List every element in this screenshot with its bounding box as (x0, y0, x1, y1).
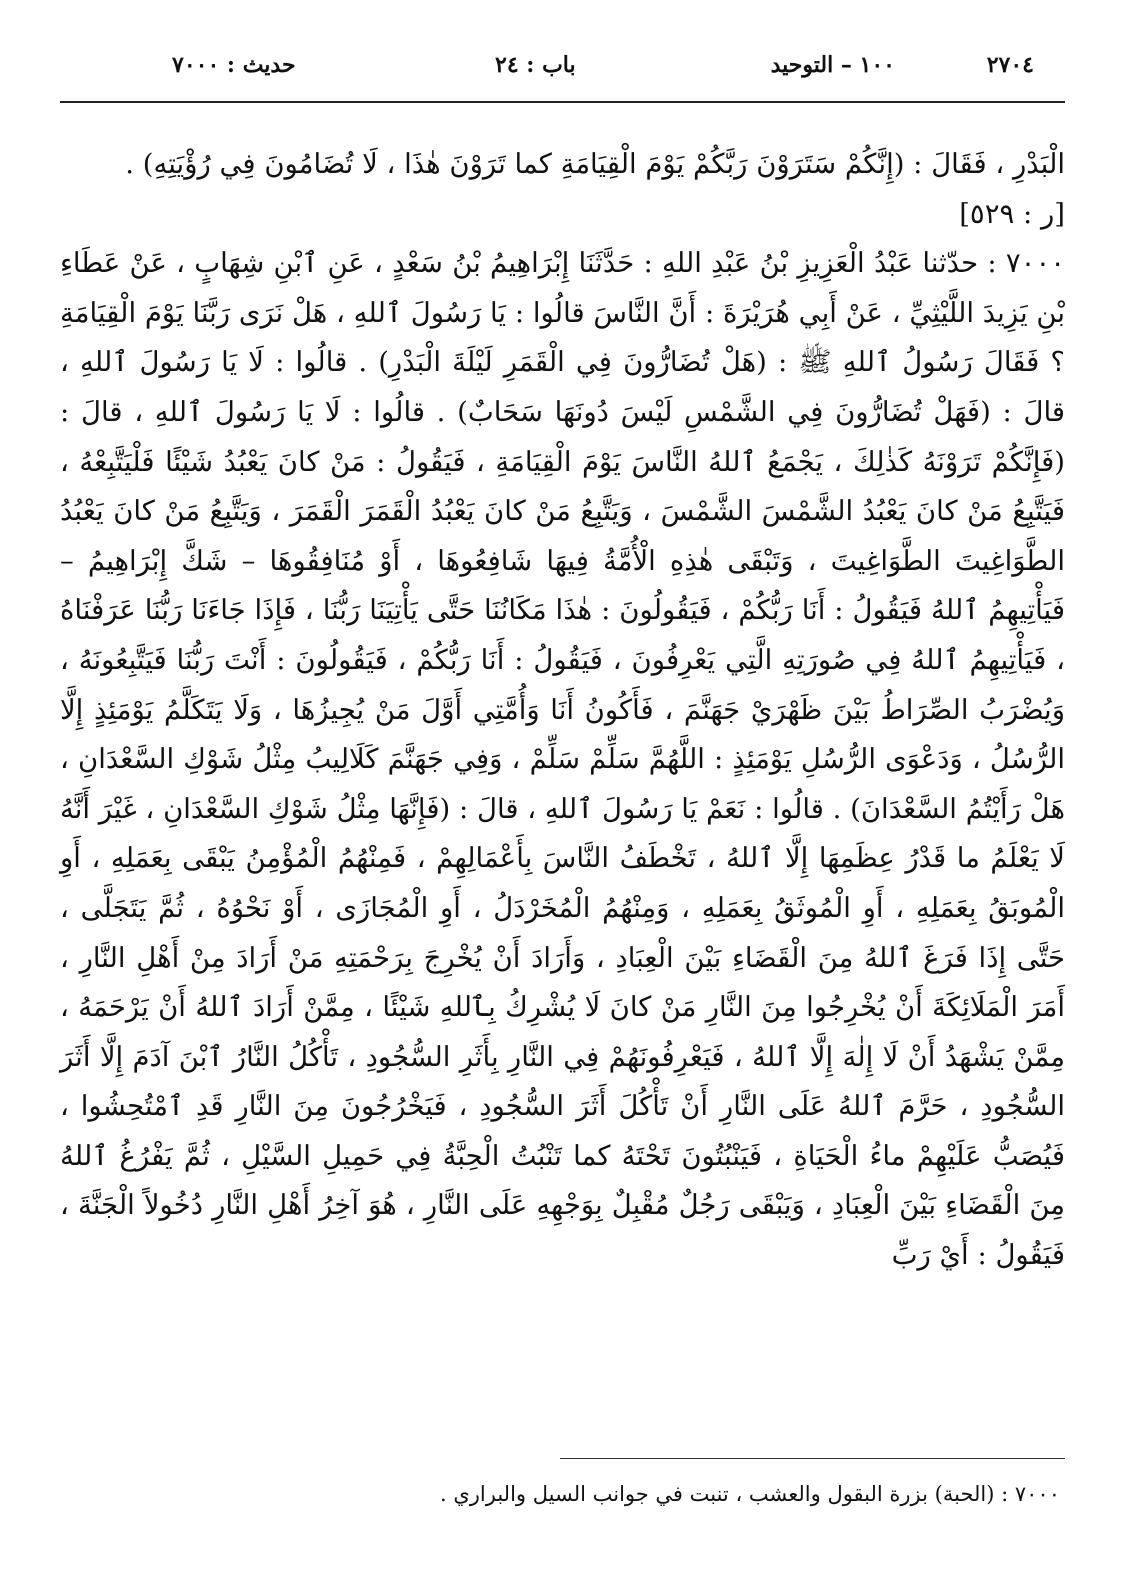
running-header (60, 52, 1060, 92)
book-title: ١٠٠ – التوحيد (770, 52, 895, 78)
cross-reference: [ر : ٥٢٩] (959, 197, 1065, 230)
footnote: ٧٠٠٠ : (الحبة) بزرة البقول والعشب ، تنبت في جوانب السيل والبراري . (440, 1482, 1060, 1506)
hadith-paragraph: ٧٠٠٠ : حدّثنا عَبْدُ الْعَزِيزِ بْنُ عَبْدِ اللهِ : حَدَّثَنَا إِبْرَاهِيمُ بْنُ سَعْدٍ ، عَنِ ٱبْنِ شِهَابٍ ، عَنْ عَطَاءِ بْنِ يَزِيدَ اللَّيْثِيِّ ، عَنْ أَبِي هُرَيْرَةَ : أَنَّ النَّاسَ قالُوا : يَا رَسُولَ ٱللهِ ، هَلْ نَرَى رَبَّنَا يَوْمَ الْقِيَامَةِ ؟ فَقَالَ رَسُولُ ٱللهِ ﷺ : (هَلْ تُضَارُّونَ فِي الْقَمَرِ لَيْلَةَ الْبَدْرِ) . قالُوا : لَا يَا رَسُولَ ٱللهِ ، قالَ : (فَهَلْ تُضَارُّونَ فِي الشَّمْسِ لَيْسَ دُونَهَا سَحَابٌ) . قالُوا : لَا يَا رَسُولَ ٱللهِ ، قالَ : (فَإِنَّكُمْ تَرَوْنَهُ كَذٰلِكَ ، يَجْمَعُ ٱللهُ النَّاسَ يَوْمَ الْقِيَامَةِ ، فَيَقُولُ : مَنْ كانَ يَعْبُدُ شَيْئًا فَلْيَتَّبِعْهُ ، فَيَتَّبِعُ مَنْ كانَ يَعْبُدُ الشَّمْسَ الشَّمْسَ ، وَيَتَّبِعُ مَنْ كانَ يَعْبُدُ الْقَمَرَ الْقَمَرَ ، وَيَتَّبِعُ مَنْ كانَ يَعْبُدُ الطَّوَاغِيتَ الطَّوَاغِيتَ ، وَتَبْقَى هٰذِهِ الْأُمَّةُ فِيهَا شَافِعُوهَا ، أَوْ مُنَافِقُوهَا – شَكَّ إِبْرَاهِيمُ – فَيَأْتِيهِمُ ٱللهُ فَيَقُولُ : أَنَا رَبُّكُمْ ، فَيَقُولُونَ : هٰذَا مَكَانُنَا حَتَّى يَأْتِيَنَا رَبُّنَا ، فَإِذَا جَاءَنَا رَبُّنَا عَرَفْنَاهُ ، فَيَأْتِيهِمُ ٱللهُ فِي صُورَتِهِ الَّتِي يَعْرِفُونَ ، فَيَقُولُ : أَنَا رَبُّكُمْ ، فَيَقُولُونَ : أَنْتَ رَبُّنَا فَيَتَّبِعُونَهُ ، وَيُضْرَبُ الصِّرَاطُ بَيْنَ ظَهْرَيْ جَهَنَّمَ ، فَأَكُونُ أَنَا وَأُمَّتِي أَوَّلَ مَنْ يُجِيزُهَا ، وَلَا يَتَكَلَّمُ يَوْمَئِذٍ إِلَّا الرُّسُلُ ، وَدَعْوَى الرُّسُلِ يَوْمَئِذٍ : اللَّهُمَّ سَلِّمْ سَلِّمْ ، وَفِي جَهَنَّمَ كَلَالِيبُ مِثْلُ شَوْكِ السَّعْدَانِ ، هَلْ رَأَيْتُمُ السَّعْدَانَ) . قالُوا : نَعَمْ يَا رَسُولَ ٱللهِ ، قالَ : (فَإِنَّهَا مِثْلُ شَوْكِ السَّعْدَانِ ، غَيْرَ أَنَّهُ لَا يَعْلَمُ ما قَدْرُ عِظَمِهَا إِلَّا ٱللهُ ، تَخْطَفُ النَّاسَ بِأَعْمَالِهِمْ ، فَمِنْهُمُ الْمُؤْمِنُ يَبْقَى بِعَمَلِهِ ، أَوِ الْمُوبَقُ بِعَمَلِهِ ، أَوِ الْمُوثَقُ بِعَمَلِهِ ، وَمِنْهُمُ الْمُخَرْدَلُ ، أَوِ الْمُجَازَى ، أَوْ نَحْوُهُ ، ثُمَّ يَتَجَلَّى ، حَتَّى إِذَا فَرَغَ ٱللهُ مِنَ الْقَضَاءِ بَيْنَ الْعِبَادِ ، وَأَرَادَ أَنْ يُخْرِجَ بِرَحْمَتِهِ مَنْ أَرَادَ مِنْ أَهْلِ النَّارِ ، أَمَرَ الْمَلَائِكَةَ أَنْ يُخْرِجُوا مِنَ النَّارِ مَنْ كانَ لَا يُشْرِكُ بِٱللهِ شَيْئًا ، مِمَّنْ أَرَادَ ٱللهُ أَنْ يَرْحَمَهُ ، مِمَّنْ يَشْهَدُ أَنْ لَا إِلٰهَ إِلَّا ٱللهُ ، فَيَعْرِفُونَهُمْ فِي النَّارِ بِأَثَرِ السُّجُودِ ، تَأْكُلُ النَّارُ ٱبْنَ آدَمَ إِلَّا أَثَرَ السُّجُودِ ، حَرَّمَ ٱللهُ عَلَى النَّارِ أَنْ تَأْكُلَ أَثَرَ السُّجُودِ ، فَيَخْرُجُونَ مِنَ النَّارِ قَدِ ٱمْتُحِشُوا ، فَيُصَبُّ عَلَيْهِمْ ماءُ الْحَيَاةِ ، فَيَنْبُتُونَ تَحْتَهُ كما تَنْبُتُ الْحِبَّةُ فِي حَمِيلِ السَّيْلِ ، ثُمَّ يَفْرُغُ ٱللهُ مِنَ الْقَضَاءِ بَيْنَ الْعِبَادِ ، وَيَبْقَى رَجُلٌ مُقْبِلٌ بِوَجْهِهِ عَلَى النَّارِ ، هُوَ آخِرُ أَهْلِ النَّارِ دُخُولاً الْجَنَّةَ ، فَيَقُولُ : أَيْ رَبِّ (60, 247, 1065, 1272)
page-number: ٢٧٠٤ (986, 52, 1034, 78)
hadith-number: حديث : ٧٠٠٠ (172, 52, 296, 78)
main-text (60, 140, 1065, 1281)
footnote-rule (560, 1458, 1065, 1459)
chapter-number: باب : ٢٤ (495, 52, 576, 78)
header-rule (60, 101, 1065, 103)
continuation-paragraph: الْبَدْرِ ، فَقَالَ : (إِنَّكُمْ سَتَرَوْنَ رَبَّكُمْ يَوْمَ الْقِيَامَةِ كما تَرَوْنَ هٰذَا ، لَا تُضَامُونَ فِي رُؤْيَتِهِ) . (125, 148, 1065, 180)
